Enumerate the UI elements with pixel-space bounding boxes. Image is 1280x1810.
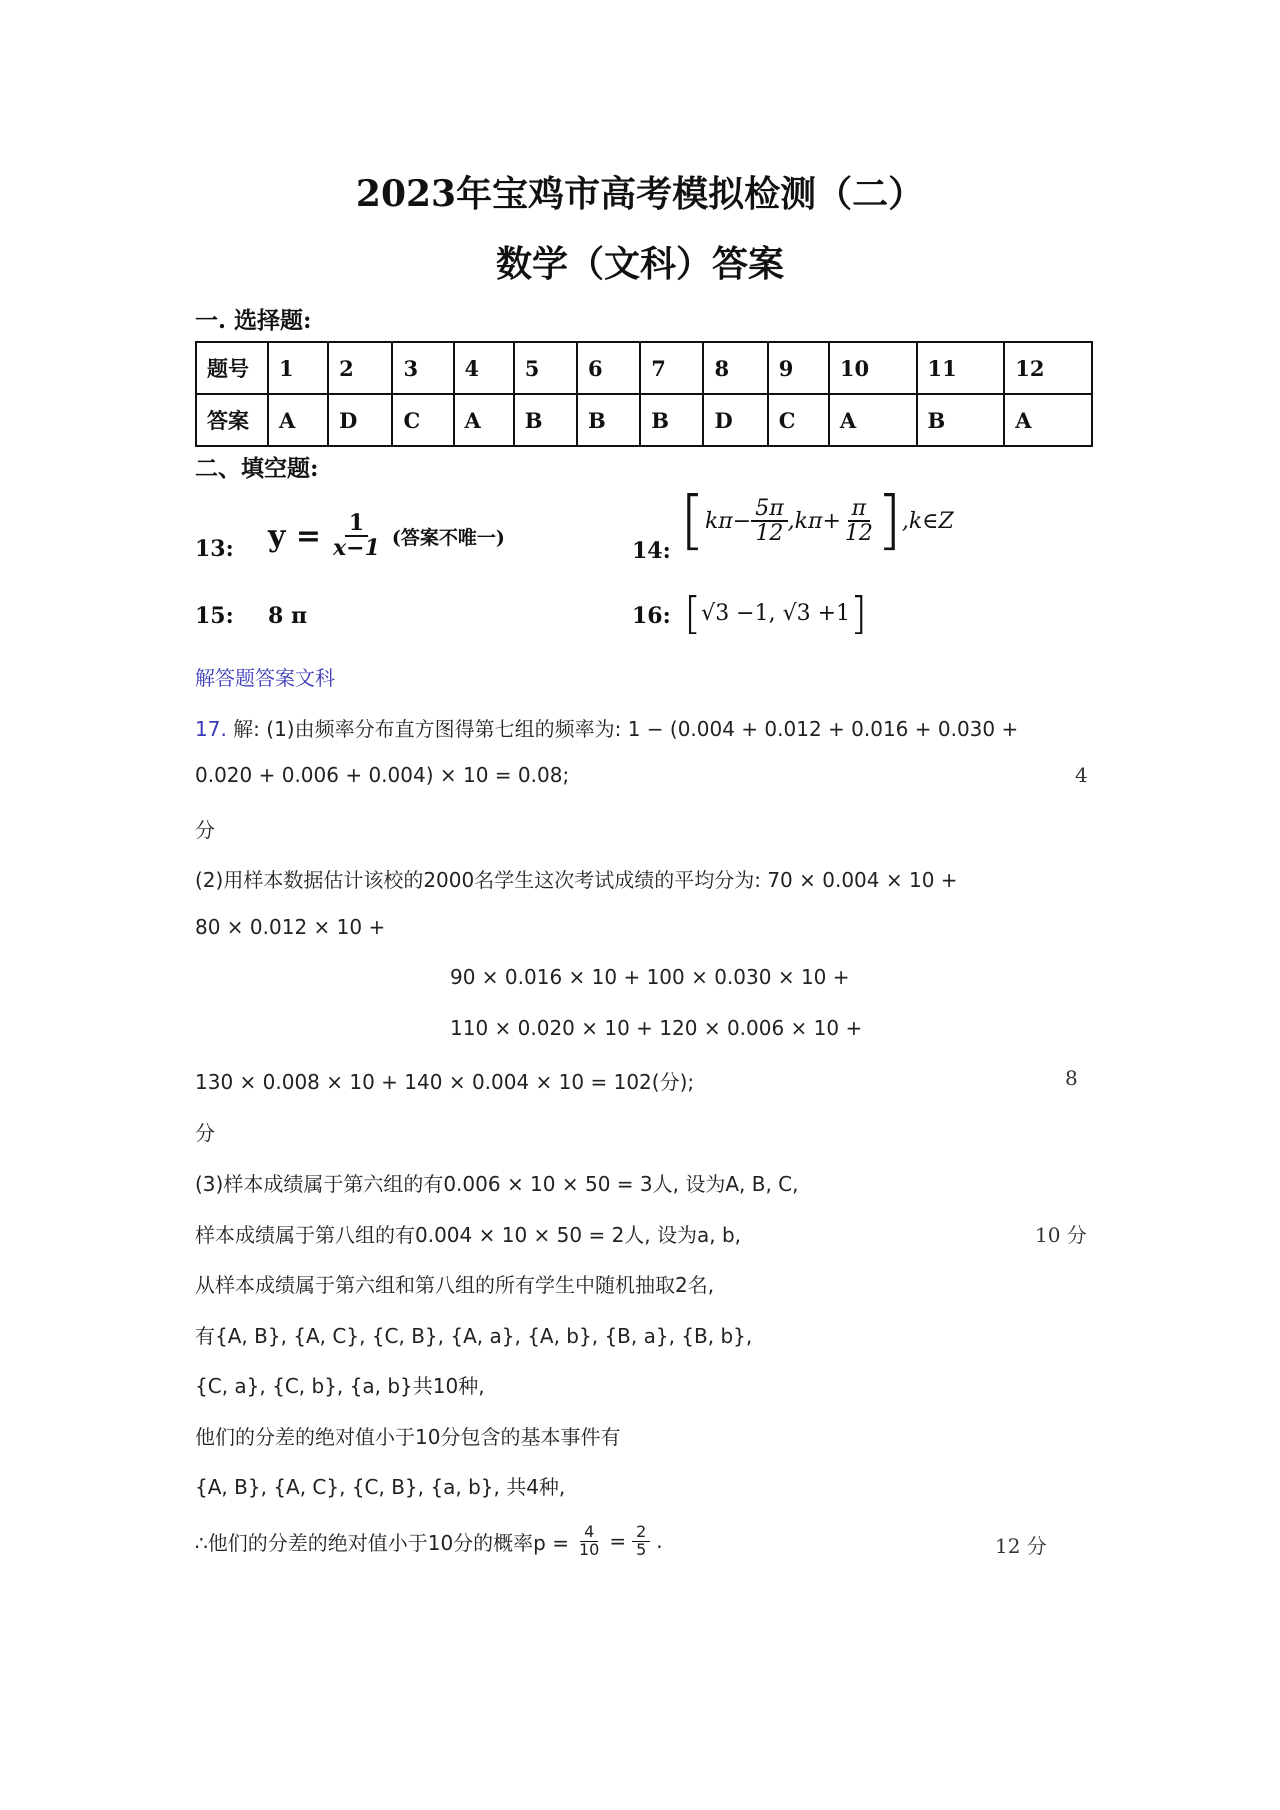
section-choice-heading: 一. 选择题: — [195, 307, 312, 334]
q14-f1-num: 5π — [751, 497, 787, 522]
score-marker: 10 分 — [1035, 1223, 1087, 1247]
q14-fraction-1 — [751, 497, 787, 545]
q17-line-9: 样本成绩属于第八组的有0.004 × 10 × 50 = 2人, 设为a, b, — [195, 1223, 742, 1247]
table-cell-answer: B — [640, 394, 703, 446]
q17-line-14: {A, B}, {A, C}, {C, B}, {a, b}, 共4种, — [195, 1475, 566, 1499]
table-cell-number: 8 — [703, 342, 767, 394]
left-bracket: [ — [684, 588, 702, 639]
table-cell-number: 1 — [268, 342, 328, 394]
q14-f2-den: 12 — [844, 521, 873, 546]
q17-line-1-text: 解: (1)由频率分布直方图得第七组的频率为: 1 − (0.004 + 0.012 + 0.016 + 0.030 + — [233, 717, 1019, 741]
q14-part-c: ,k∈Z — [901, 508, 954, 534]
q17-line-11: 有{A, B}, {A, C}, {C, B}, {A, a}, {A, b}, {B, a}, {B, b}, — [195, 1324, 753, 1348]
q13-numerator: 1 — [345, 512, 368, 537]
q14-f1-den: 12 — [755, 521, 784, 546]
table-answer-label: 答案 — [196, 394, 268, 446]
table-cell-number: 12 — [1004, 342, 1092, 394]
table-cell-answer: B — [514, 394, 577, 446]
q13-fraction — [329, 512, 384, 560]
q14-part-a: kπ− — [704, 508, 752, 534]
score-marker: 4 — [1075, 763, 1088, 787]
answer-table — [195, 341, 1093, 447]
equals-sign: = — [609, 1529, 627, 1554]
left-bracket: [ — [680, 484, 705, 558]
q14-part-b: ,kπ+ — [787, 508, 841, 534]
score-unit: 分 — [195, 1121, 215, 1145]
q14-fraction-2 — [841, 497, 877, 545]
q15-answer: 8 π — [268, 603, 308, 629]
table-cell-number: 5 — [514, 342, 577, 394]
q17-line-12: {C, a}, {C, b}, {a, b}共10种, — [195, 1374, 485, 1398]
table-cell-number: 10 — [829, 342, 917, 394]
q17-line-4: 80 × 0.012 × 10 + — [195, 915, 386, 939]
right-bracket: ] — [876, 484, 902, 558]
probability-fraction-1 — [575, 1524, 603, 1559]
table-cell-answer: A — [268, 394, 328, 446]
q17-line-8: (3)样本成绩属于第六组的有0.006 × 10 × 50 = 3人, 设为A, B, C, — [195, 1172, 799, 1196]
section-fill-heading: 二、填空题: — [195, 455, 319, 482]
q14-f2-num: π — [848, 497, 870, 522]
table-cell-answer: B — [917, 394, 1005, 446]
q17-number: 17. — [195, 717, 227, 741]
table-header-label: 题号 — [196, 342, 268, 394]
score-unit: 分 — [195, 818, 215, 842]
q16-interval: √3 −1, √3 +1 — [701, 601, 851, 626]
q16-label: 16: — [632, 603, 671, 629]
table-cell-number: 11 — [917, 342, 1005, 394]
q17-line-5: 90 × 0.016 × 10 + 100 × 0.030 × 10 + — [450, 965, 850, 989]
table-cell-number: 2 — [328, 342, 392, 394]
fraction-denominator: 5 — [636, 1539, 647, 1559]
score-marker: 8 — [1065, 1066, 1078, 1090]
period: . — [656, 1529, 663, 1554]
table-cell-number: 4 — [454, 342, 514, 394]
table-cell-number: 6 — [577, 342, 640, 394]
q13-label: 13: — [195, 536, 234, 562]
table-cell-answer: A — [454, 394, 514, 446]
fraction-numerator: 4 — [580, 1524, 598, 1542]
table-cell-number: 3 — [392, 342, 453, 394]
page-subtitle: 数学（文科）答案 — [495, 243, 784, 285]
q17-line-7: 130 × 0.008 × 10 + 140 × 0.004 × 10 = 102(分); — [195, 1070, 695, 1094]
q13-denominator: x−1 — [333, 535, 380, 562]
q16-answer — [684, 588, 867, 639]
solutions-heading: 解答题答案文科 — [195, 666, 335, 690]
q13-answer — [268, 512, 505, 560]
page-title: 2023年宝鸡市高考模拟检测（二） — [355, 173, 925, 215]
table-cell-answer: B — [577, 394, 640, 446]
table-cell-answer: D — [703, 394, 767, 446]
q17-line-15-text: ∴他们的分差的绝对值小于10分的概率p = — [195, 1530, 569, 1555]
q17-line-2: 0.020 + 0.006 + 0.004) × 10 = 0.08; — [195, 763, 570, 787]
q17-line-6: 110 × 0.020 × 10 + 120 × 0.006 × 10 + — [450, 1016, 863, 1040]
q17-line-1 — [195, 713, 1018, 742]
q15-label: 15: — [195, 603, 234, 629]
fraction-denominator: 10 — [578, 1539, 600, 1559]
table-cell-answer: D — [328, 394, 392, 446]
table-cell-answer: C — [392, 394, 453, 446]
table-cell-answer: C — [768, 394, 829, 446]
table-row-numbers — [196, 342, 1092, 394]
table-cell-answer: A — [829, 394, 917, 446]
q17-line-13: 他们的分差的绝对值小于10分包含的基本事件有 — [195, 1425, 621, 1449]
table-cell-number: 9 — [768, 342, 829, 394]
q14-answer — [680, 484, 954, 558]
fraction-numerator: 2 — [632, 1524, 650, 1542]
table-row-answers — [196, 394, 1092, 446]
table-cell-number: 7 — [640, 342, 703, 394]
table-cell-answer: A — [1004, 394, 1092, 446]
q17-line-3: (2)用样本数据估计该校的2000名学生这次考试成绩的平均分为: 70 × 0.004 × 10 + — [195, 868, 958, 892]
probability-fraction-2 — [632, 1524, 650, 1559]
q13-note: (答案不唯一) — [391, 526, 505, 549]
q13-lhs: y = — [268, 518, 322, 554]
q17-line-15 — [195, 1524, 663, 1559]
q17-line-10: 从样本成绩属于第六组和第八组的所有学生中随机抽取2名, — [195, 1273, 715, 1297]
score-marker: 12 分 — [995, 1534, 1047, 1558]
q14-label: 14: — [632, 538, 671, 564]
right-bracket: ] — [850, 588, 868, 639]
